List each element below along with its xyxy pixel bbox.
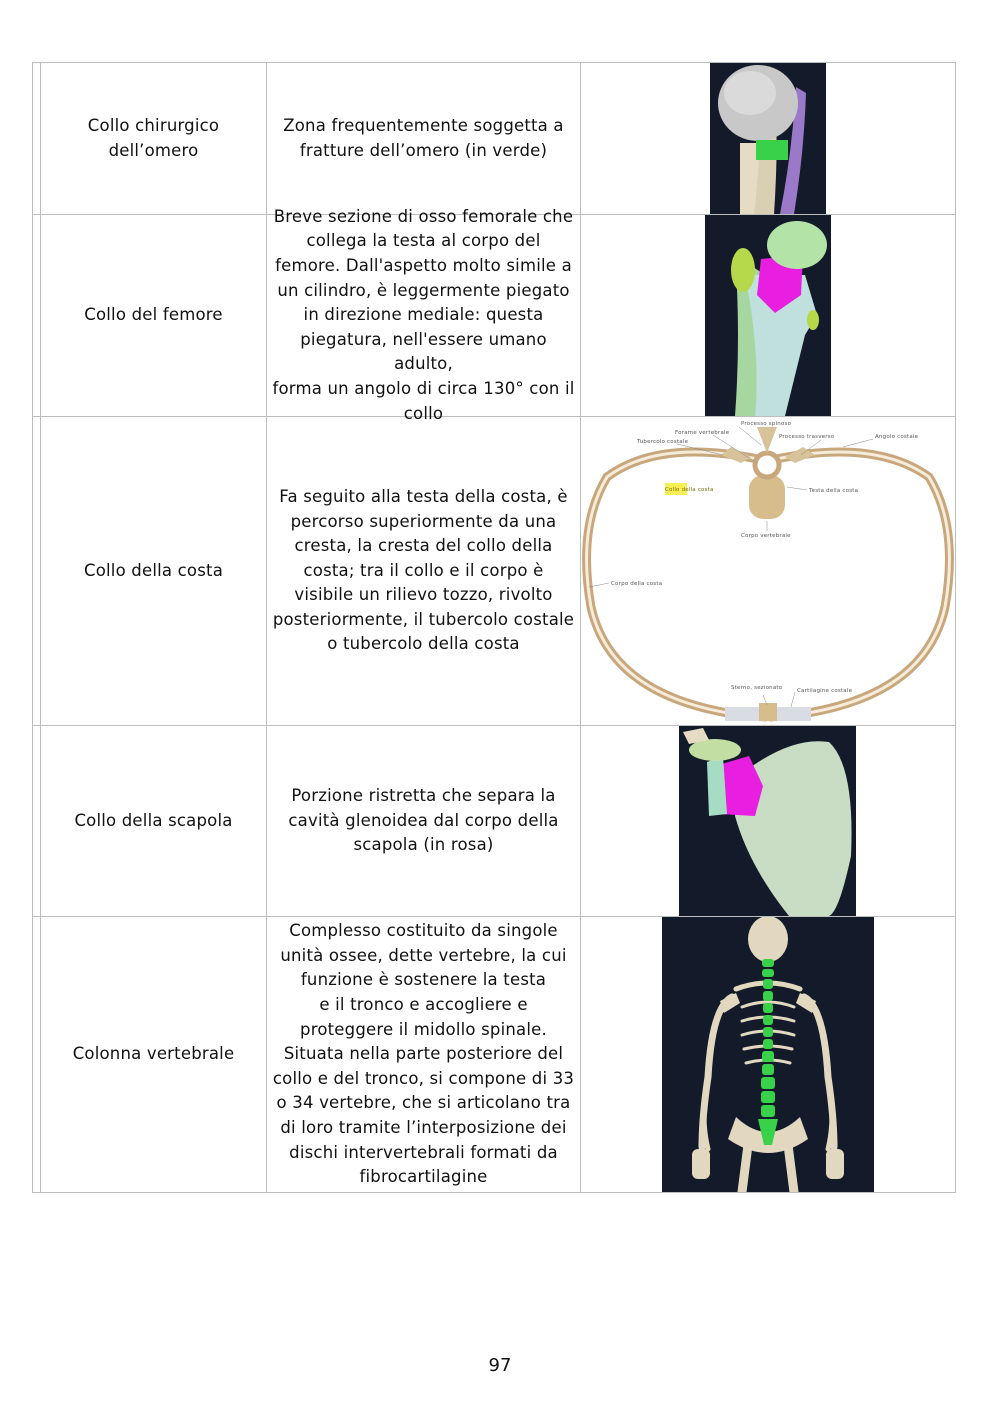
term-text: Collo della costa: [83, 560, 224, 580]
image-cell: [581, 417, 956, 725]
term-cell: [33, 417, 267, 725]
table-row: [33, 206, 956, 423]
table-row: [33, 417, 956, 726]
table-row: [33, 63, 956, 215]
label-angolo-costale: Angolo costale: [875, 434, 919, 440]
anatomy-table: [32, 62, 956, 1193]
description-cell: [267, 726, 581, 916]
label-tubercolo-costale: Tubercolo costale: [637, 439, 689, 445]
label-testa-della-costa: Testa della costa: [809, 488, 859, 494]
term-cell: [33, 726, 267, 916]
humerus-neck-illustration: [710, 63, 826, 214]
label-processo-trasverso: Processo trasverso: [779, 434, 835, 440]
term-text: Collo chirurgico dell’omero: [87, 115, 220, 160]
image-cell: [581, 917, 956, 1192]
label-cartilagine-costale: Cartilagine costale: [797, 688, 853, 694]
scapula-neck-illustration: [679, 726, 856, 916]
label-sterno: Sterno, sezionato: [731, 685, 783, 691]
description-text: Porzione ristretta che separa la cavità glenoidea dal corpo della scapola (in rosa): [288, 786, 559, 855]
image-cell: [581, 726, 956, 916]
label-collo-della-costa: Collo della costa: [665, 487, 714, 493]
image-cell: [581, 215, 956, 416]
description-text: Zona frequentemente soggetta a fratture dell’omero (in verde): [283, 115, 564, 160]
term-cell: [33, 63, 267, 214]
description-cell: [267, 917, 581, 1192]
skeleton-spine-illustration: [662, 917, 874, 1192]
table-row: [33, 726, 956, 917]
label-corpo-vertebrale: Corpo vertebrale: [741, 533, 791, 539]
description-cell: [267, 63, 581, 214]
description-text: Fa seguito alla testa della costa, è percorso superiormente da una cresta, la cresta del collo della costa; tra il collo e il corpo è visibile un rilievo tozzo, rivolto posteriormente, il tubercolo costale o tubercolo della costa: [272, 486, 575, 654]
image-cell: [581, 63, 956, 214]
term-text: Collo della scapola: [74, 810, 233, 830]
description-cell: [267, 417, 581, 725]
term-text: Collo del femore: [84, 305, 223, 325]
femur-neck-illustration: [705, 215, 831, 416]
term-cell: [33, 215, 267, 416]
description-cell: [267, 206, 581, 423]
term-text: Colonna vertebrale: [72, 1044, 235, 1064]
label-processo-spinoso: Processo spinoso: [741, 421, 792, 427]
page-number: 97: [488, 1355, 512, 1376]
label-forame-vertebrale: Forame vertebrale: [675, 430, 730, 436]
term-cell: [33, 917, 267, 1192]
description-text: Breve sezione di osso femorale che collega la testa al corpo del femore. Dall'aspetto molto simile a un cilindro, è leggermente piegato in direzione mediale: questa piegatura, nell'essere umano adulto, forma un angolo di circa 130° con il collo: [272, 206, 575, 423]
description-text: Complesso costituito da singole unità ossee, dette vertebre, la cui funzione è sostenere la testa e il tronco e accogliere e proteggere il midollo spinale. Situata nella parte posteriore del collo e del tronco, si compone di 33 o 34 vertebre, che si articolano tra di loro tramite l’interposizione dei dischi intervertebrali formati da fibrocartilagine: [272, 921, 575, 1187]
table-row: [33, 917, 956, 1193]
rib-diagram: [581, 417, 955, 725]
label-corpo-della-costa: Corpo della costa: [611, 581, 663, 587]
